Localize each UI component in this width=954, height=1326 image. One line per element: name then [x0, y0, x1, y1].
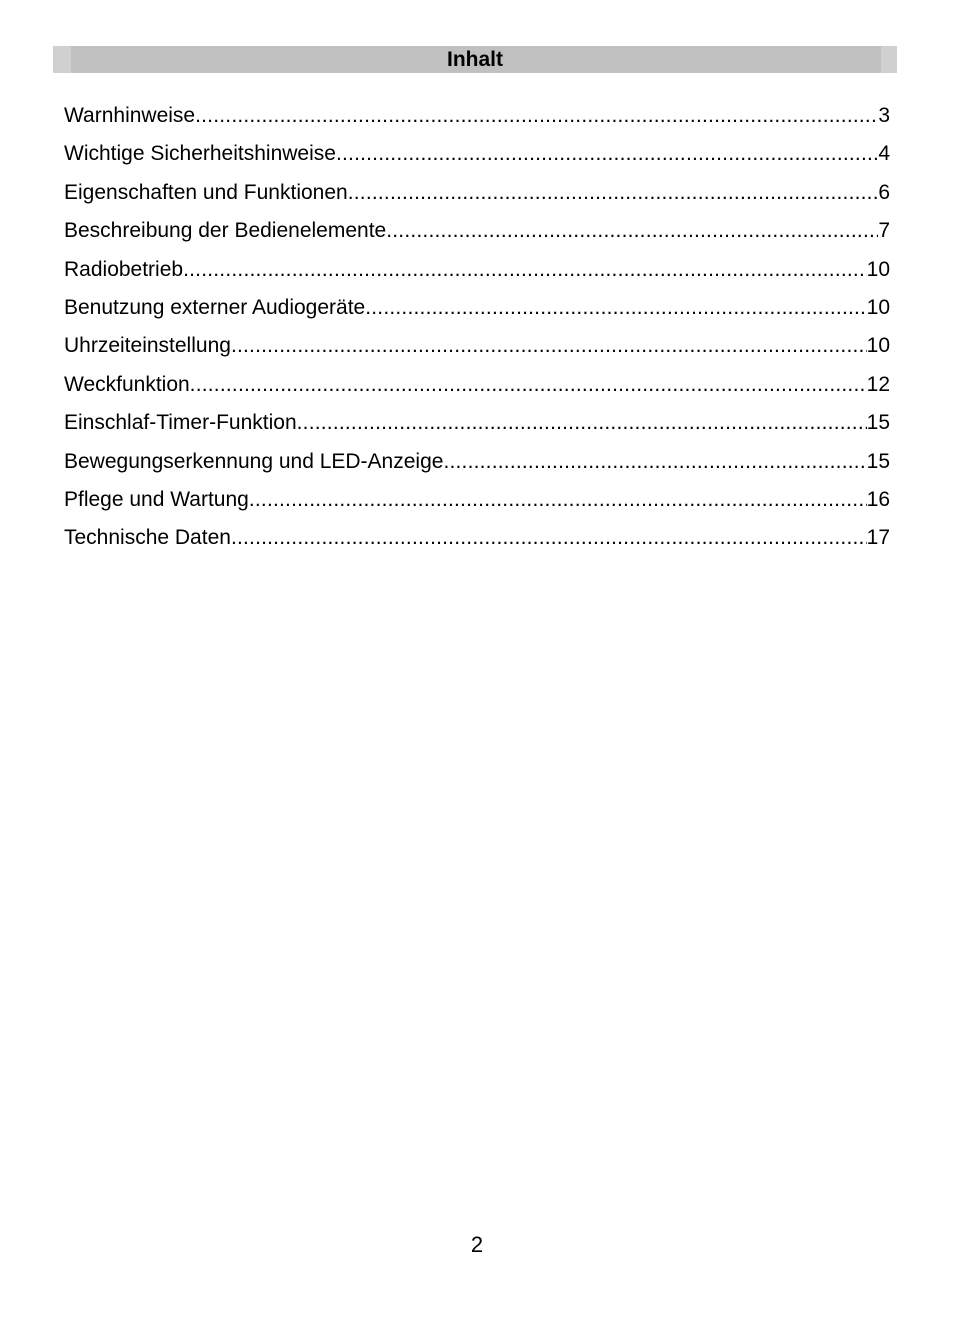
- toc-entry-page: 3: [878, 104, 890, 127]
- page-title: Inhalt: [447, 48, 503, 71]
- toc-entry-title: Technische Daten: [64, 526, 231, 550]
- toc-entry-title: Pflege und Wartung: [64, 487, 249, 511]
- toc-dot-leader: [190, 373, 867, 397]
- toc-entry-audiogeraete[interactable]: [64, 296, 890, 334]
- toc-entry-title: Einschlaf-Timer-Funktion: [64, 411, 297, 435]
- toc-entry-page: 10: [866, 334, 890, 358]
- toc-dot-leader: [386, 219, 878, 243]
- toc-entry-title: Wichtige Sicherheitshinweise: [64, 142, 336, 166]
- toc-entry-title: Benutzung externer Audiogeräte: [64, 295, 366, 319]
- toc-entry-pflege[interactable]: [64, 488, 890, 526]
- toc-entry-page: 17: [866, 526, 890, 550]
- toc-entry-page: 7: [878, 219, 890, 243]
- toc-entry-page: 16: [866, 487, 890, 511]
- toc-entry-page: 4: [878, 142, 890, 166]
- toc-entry-title: Bewegungserkennung und LED-Anzeige: [64, 449, 444, 473]
- toc-dot-leader: [231, 334, 867, 358]
- toc-entry-title: Warnhinweise: [64, 104, 196, 127]
- toc-entry-bewegungserkennung[interactable]: [64, 450, 890, 488]
- toc-dot-leader: [231, 526, 867, 550]
- toc-entry-warnhinweise[interactable]: [64, 104, 890, 142]
- page-number: 2: [470, 1232, 484, 1257]
- toc-entry-page: 15: [866, 449, 890, 473]
- table-of-contents: [64, 104, 890, 565]
- toc-dot-leader: [443, 450, 866, 474]
- toc-entry-page: 10: [866, 257, 890, 281]
- toc-entry-radiobetrieb[interactable]: [64, 258, 890, 296]
- toc-entry-title: Radiobetrieb: [64, 257, 184, 281]
- toc-entry-page: 6: [878, 180, 890, 204]
- toc-entry-title: Beschreibung der Bedienelemente: [64, 219, 387, 243]
- toc-entry-bedienelemente[interactable]: [64, 219, 890, 257]
- toc-entry-title: Weckfunktion: [64, 372, 190, 396]
- toc-dot-leader: [348, 181, 879, 205]
- toc-header-bar: [53, 46, 897, 73]
- toc-entry-page: 10: [866, 295, 890, 319]
- toc-entry-page: 12: [866, 372, 890, 396]
- toc-entry-weckfunktion[interactable]: [64, 373, 890, 411]
- toc-dot-leader: [365, 296, 866, 320]
- toc-entry-title: Uhrzeiteinstellung: [64, 334, 231, 358]
- toc-entry-uhrzeiteinstellung[interactable]: [64, 334, 890, 372]
- toc-entry-einschlaf-timer[interactable]: [64, 411, 890, 449]
- toc-dot-leader: [195, 104, 878, 128]
- toc-entry-sicherheitshinweise[interactable]: [64, 142, 890, 180]
- toc-dot-leader: [336, 142, 878, 166]
- toc-entry-technische-daten[interactable]: [64, 526, 890, 564]
- toc-entry-eigenschaften[interactable]: [64, 181, 890, 219]
- toc-entry-page: 15: [866, 411, 890, 435]
- toc-dot-leader: [249, 488, 867, 512]
- toc-dot-leader: [297, 411, 867, 435]
- toc-entry-title: Eigenschaften und Funktionen: [64, 180, 348, 204]
- toc-dot-leader: [183, 258, 867, 282]
